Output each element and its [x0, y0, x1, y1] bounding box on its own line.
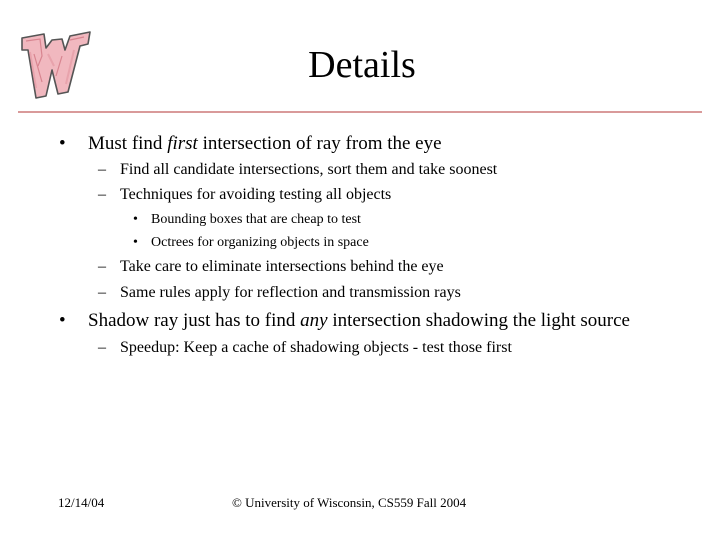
- bullet-item: [59, 310, 630, 332]
- bullet-item: [98, 161, 498, 179]
- bullet-marker: –: [98, 339, 106, 356]
- bullet-item: [98, 339, 512, 357]
- bullet-emphasis: any: [300, 310, 328, 331]
- bullet-marker: •: [133, 235, 138, 250]
- footer-copyright: © University of Wisconsin, CS559 Fall 2004: [232, 495, 467, 510]
- bullet-marker: •: [59, 310, 66, 331]
- bullet-text: intersection of ray from the eye: [197, 133, 442, 154]
- bullet-marker: –: [98, 161, 106, 178]
- bullet-text: intersection shadowing the light source: [327, 310, 630, 331]
- bullet-text: Find all candidate intersections, sort them and take soonest: [120, 161, 498, 178]
- bullet-marker: –: [98, 284, 106, 301]
- bullet-item: [133, 212, 361, 228]
- bullet-text: Take care to eliminate intersections behind the eye: [120, 258, 444, 275]
- bullet-marker: –: [98, 186, 106, 203]
- bullet-text: Techniques for avoiding testing all objects: [120, 186, 392, 203]
- bullet-item: [133, 235, 369, 251]
- bullet-text: Speedup: Keep a cache of shadowing objects - test those first: [120, 339, 512, 356]
- bullet-item: [98, 186, 392, 204]
- bullet-item: [59, 133, 442, 155]
- bullet-emphasis: first: [167, 133, 198, 154]
- slide-title: Details: [308, 44, 416, 86]
- bullet-text: Same rules apply for reflection and transmission rays: [120, 284, 461, 301]
- bullet-text: Must find: [88, 133, 168, 154]
- bullet-marker: •: [133, 212, 138, 227]
- bullet-text: Octrees for organizing objects in space: [151, 235, 369, 250]
- bullet-marker: –: [98, 258, 106, 275]
- bullet-text: Bounding boxes that are cheap to test: [151, 212, 361, 227]
- bullet-item: [98, 284, 461, 302]
- bullet-text: Shadow ray just has to find: [88, 310, 301, 331]
- footer-date: 12/14/04: [58, 495, 105, 510]
- bullet-marker: •: [59, 133, 66, 154]
- bullet-item: [98, 258, 444, 276]
